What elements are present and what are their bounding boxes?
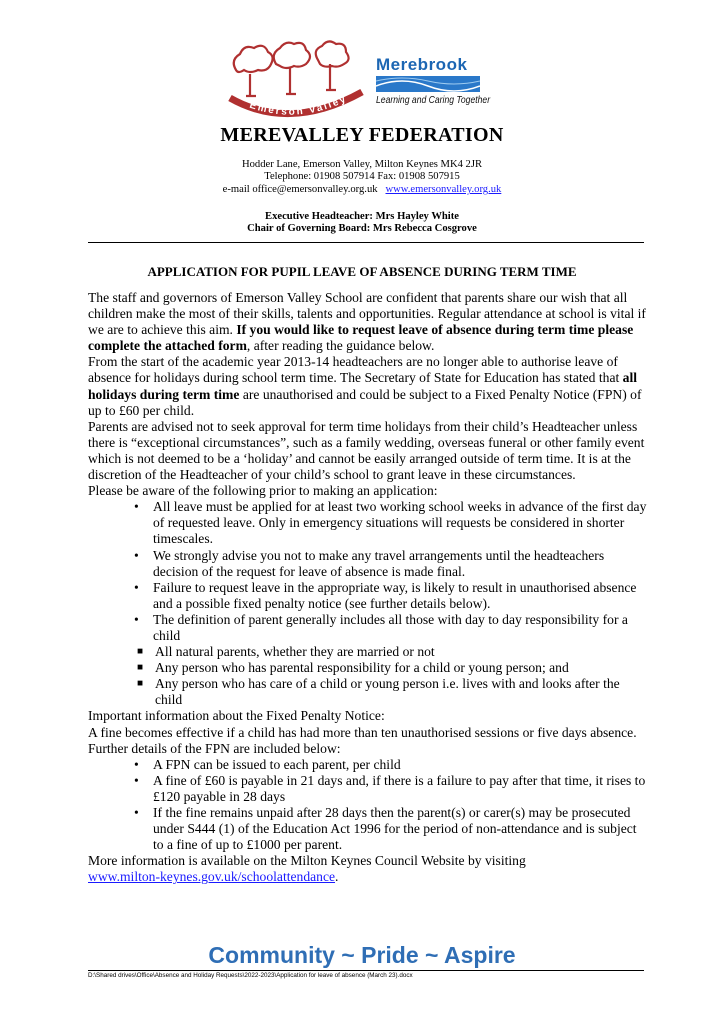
fpn-details-list [88, 757, 648, 854]
bullet-icon: • [134, 805, 139, 820]
bullet-icon: • [134, 772, 139, 788]
bullet-icon: • [134, 756, 139, 772]
list-item: • All leave must be applied for at least two working school weeks in advance of the first day of requested leave. Only in emergency situations will requests be considered in shorter timescales. [134, 499, 647, 547]
school-email: e-mail office@emersonvalley.org.uk [222, 184, 378, 195]
emerson-valley-logo [226, 40, 366, 122]
list-item: ■ Any person who has parental responsibility for a child or young person; and [137, 660, 569, 676]
school-phone-fax: Telephone: 01908 507914 Fax: 01908 507915 [264, 171, 460, 182]
merebrook-logo [370, 55, 491, 117]
bullet-icon: • [134, 579, 139, 595]
school-email-web [0, 184, 724, 196]
guidance-body [88, 290, 648, 885]
executive-headteacher: Executive Headteacher: Mrs Hayley White [265, 211, 459, 222]
holidays-paragraph: From the start of the academic year 2013-14 headteachers are no longer able to authorise leave of absence for holidays during school term time. The Secretary of State for Education has stated that all holidays during term time are unauthorised and could be subject to a Fixed Penalty Notice (FPN) of up to £60 per child. [88, 354, 642, 418]
list-item: ■ Any person who has care of a child or young person i.e. lives with and looks after the child [137, 676, 620, 708]
federation-name: MEREVALLEY FEDERATION [220, 124, 504, 146]
school-address: Hodder Lane, Emerson Valley, Milton Keynes MK4 2JR [241, 159, 483, 170]
footer-divider [88, 970, 644, 971]
square-bullet-icon: ■ [137, 678, 144, 690]
square-bullet-icon: ■ [137, 662, 144, 674]
square-bullet-icon: ■ [137, 646, 144, 658]
list-item: • A fine of £60 is payable in 21 days and, if there is a failure to pay after that time, it rises to £120 payable in 28 days [134, 772, 646, 804]
more-info-paragraph: More information is available on the Milton Keynes Council Website by visiting www.milton-keynes.gov.uk/schoolattendance. [88, 853, 526, 885]
list-item: ■ All natural parents, whether they are married or not [137, 644, 435, 660]
svg-text:Emerson Valley [248, 93, 349, 118]
intro-paragraph: The staff and governors of Emerson Valley School are confident that parents share our wish that all children make the most of their skills, talents and opportunities. Regular attendance at school is vital if we are to achieve this aim. If you would like to request leave of absence during term time please complete the attached form, after reading the guidance below. [88, 290, 646, 354]
emerson-valley-logo-text: Emerson Valley [248, 93, 350, 118]
prior-application-heading: Please be aware of the following prior to making an application: [88, 483, 438, 499]
merebrook-logo-name: Merebrook [376, 55, 468, 74]
council-attendance-link[interactable]: www.milton-keynes.gov.uk/schoolattendance [88, 869, 336, 885]
header-divider [88, 242, 644, 243]
application-rules-list [88, 499, 648, 644]
list-item: • The definition of parent generally includes all those with day to day responsibility for a child [134, 611, 628, 643]
fpn-intro: A fine becomes effective if a child has had more than ten unauthorised sessions or five days absence. Further details of the FPN are included below: [88, 724, 637, 756]
bullet-icon: • [134, 611, 139, 627]
form-title: APPLICATION FOR PUPIL LEAVE OF ABSENCE DURING TERM TIME [147, 264, 577, 279]
footer-file-path: D:\Shared drives\Office\Absence and Holiday Requests\2022-2023\Application for leave of absence (March 23).docx [88, 972, 413, 979]
school-motto: Community ~ Pride ~ Aspire [208, 942, 516, 968]
merebrook-stream-icon [376, 76, 480, 92]
list-item: • If the fine remains unpaid after 28 days then the parent(s) or carer(s) may be prosecuted under S444 (1) of the Education Act 1996 for the period of non-attendance and is subject to a fine of up to £1000 per parent. [134, 805, 637, 853]
list-item: • A FPN can be issued to each parent, per child [134, 756, 401, 772]
bullet-icon: • [134, 547, 139, 563]
list-item: • Failure to request leave in the appropriate way, is likely to result in unauthorised absence and a possible fixed penalty notice (see further details below). [134, 579, 637, 611]
chair-of-governors: Chair of Governing Board: Mrs Rebecca Cosgrove [247, 223, 477, 234]
list-item: • We strongly advise you not to make any travel arrangements until the headteachers decision of the request for leave of absence is made final. [134, 547, 605, 579]
exceptional-circumstances-paragraph: Parents are advised not to seek approval for term time holidays from their child’s Headteacher unless there is “exceptional circumstances”, such as a family wedding, overseas funeral or other family event which is not deemed to be a ‘holiday’ and cannot be easily arranged outside of term time. It is at the discretion of the Headteacher of your child’s school to grant leave in these circumstances. [88, 418, 645, 483]
school-website-link[interactable]: www.emersonvalley.org.uk [385, 184, 502, 195]
merebrook-logo-tagline: Learning and Caring Together [376, 94, 491, 106]
fpn-heading: Important information about the Fixed Penalty Notice: [88, 708, 385, 724]
parent-definition-list [88, 644, 648, 708]
bullet-icon: • [134, 499, 139, 515]
